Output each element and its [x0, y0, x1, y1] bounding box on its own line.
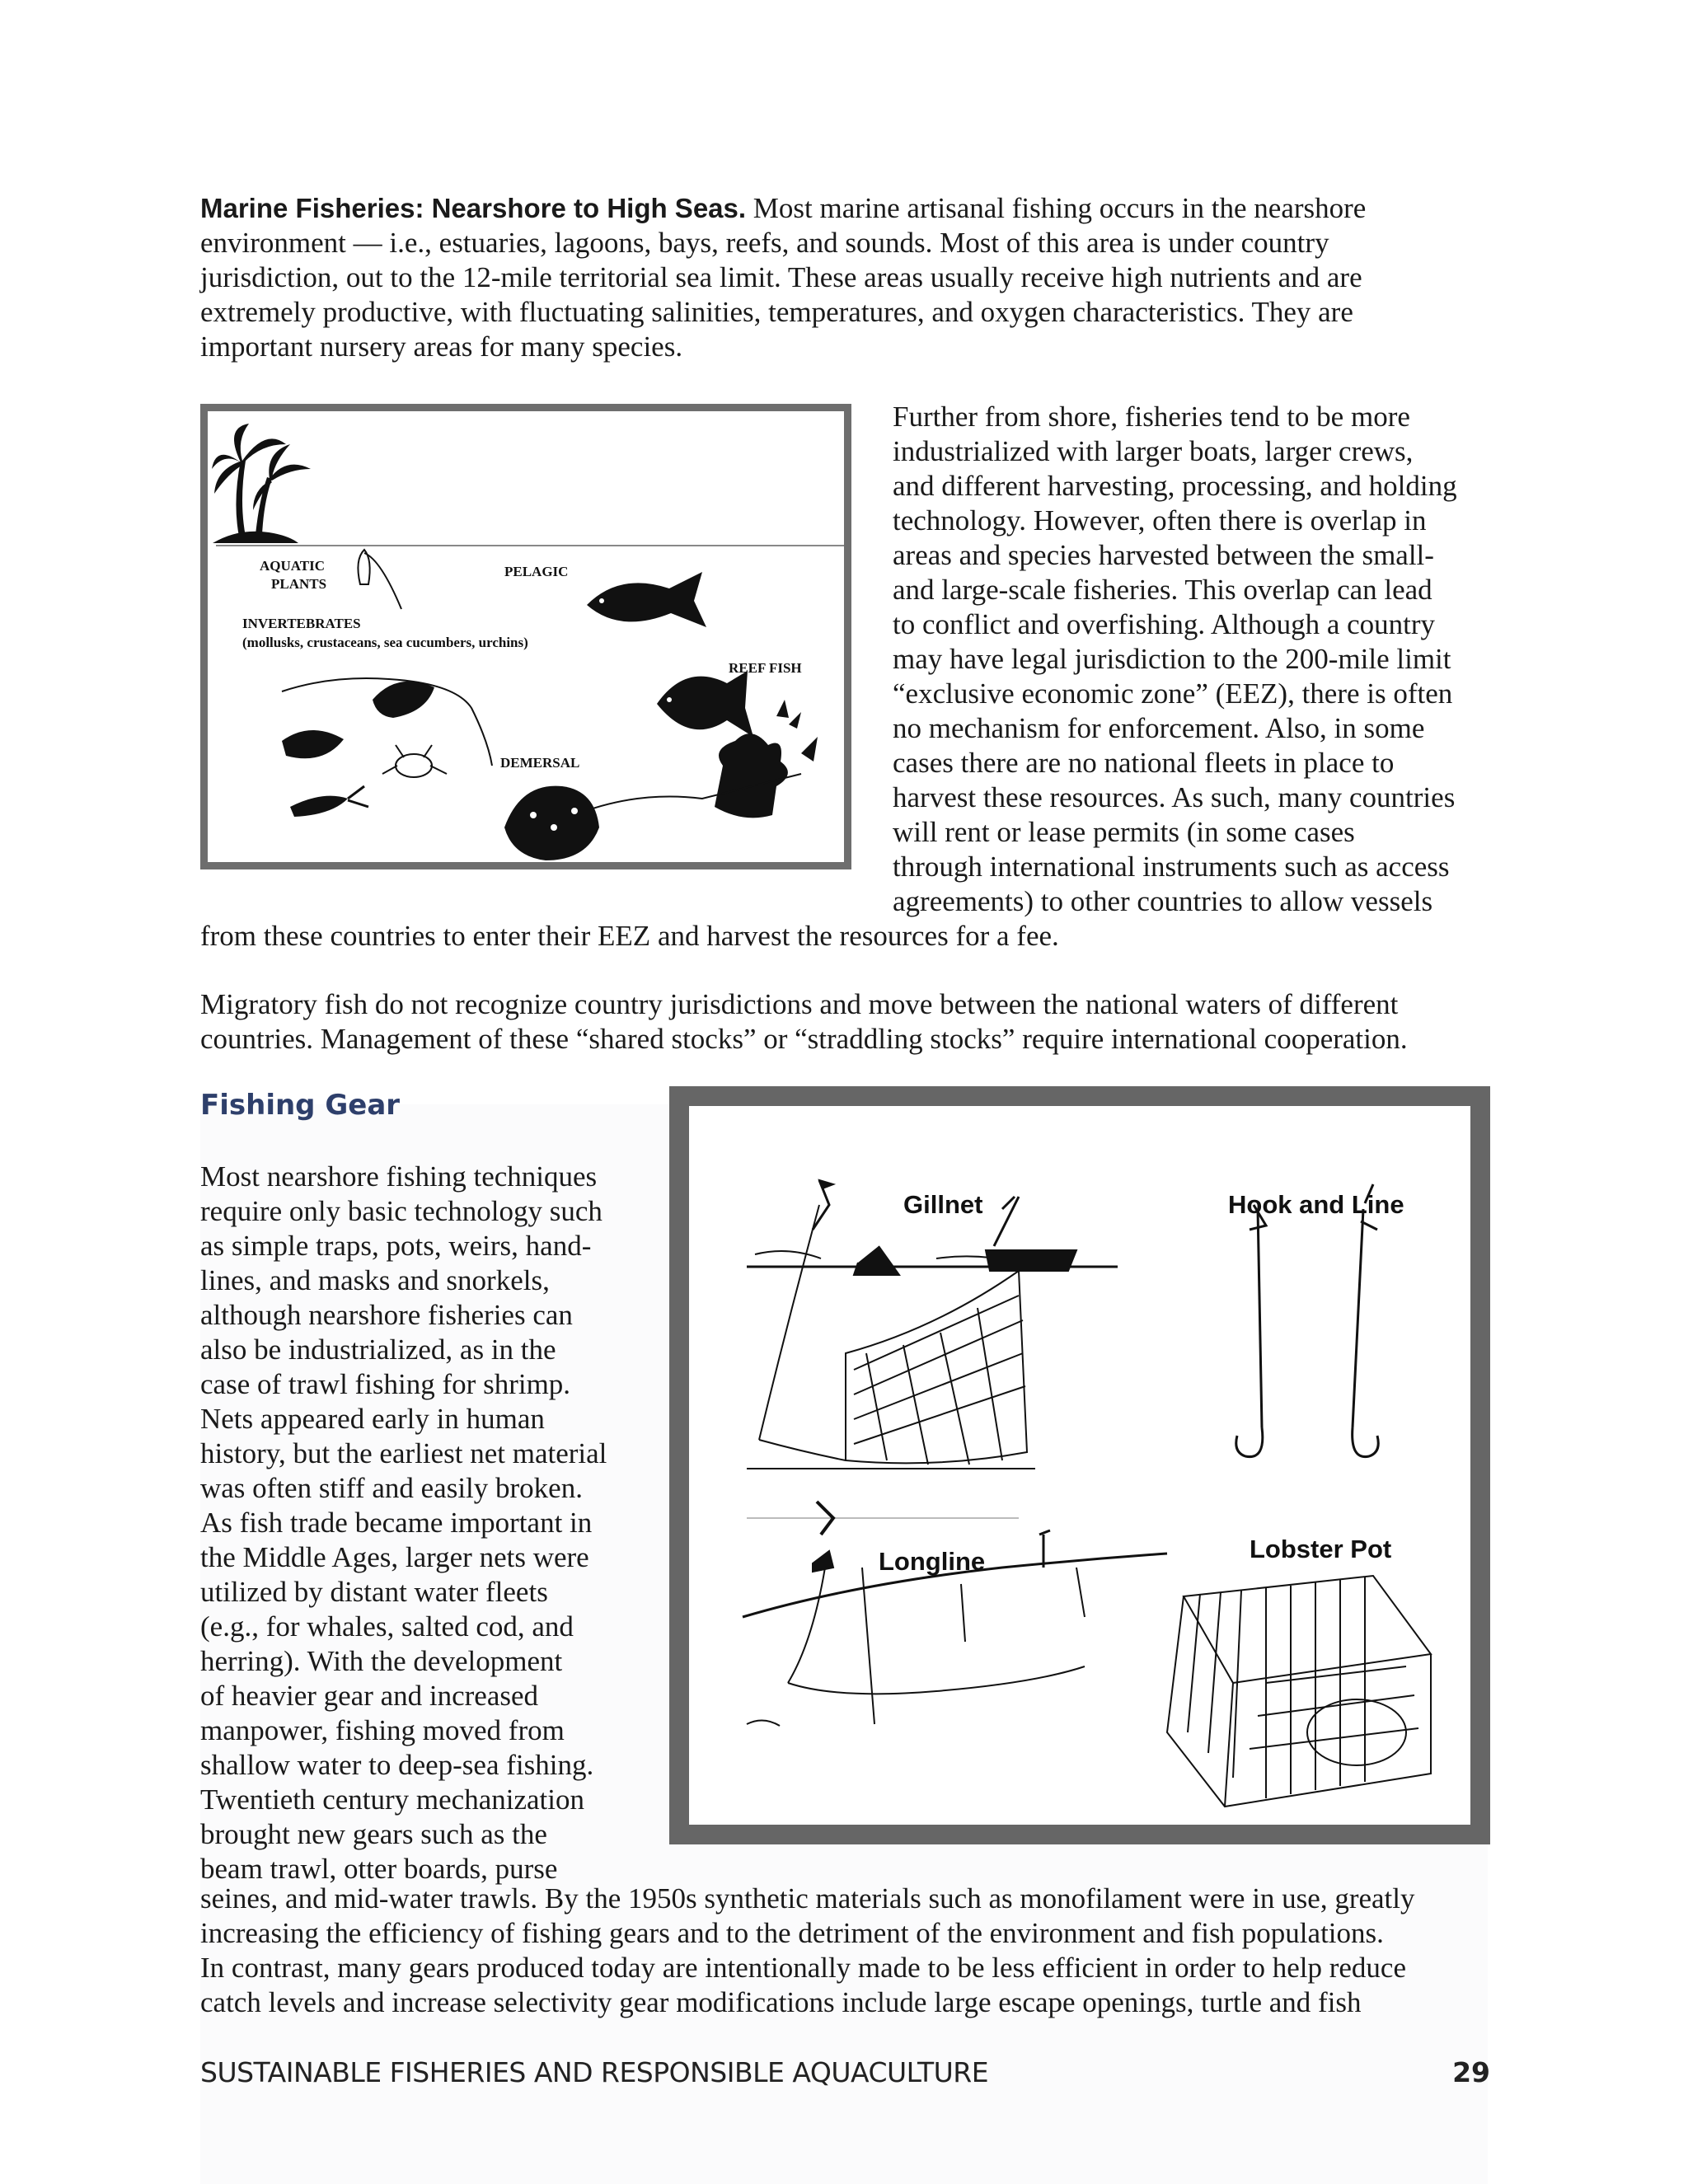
- label-hook-and-line: Hook and Line: [1228, 1190, 1404, 1219]
- text-line: and different harvesting, processing, and holding: [893, 470, 1457, 502]
- text-line: although nearshore fisheries can: [200, 1299, 573, 1331]
- text-line: case of trawl fishing for shrimp.: [200, 1368, 571, 1400]
- demersal-fish-icon: [504, 786, 599, 860]
- text-line: As fish trade became important in: [200, 1507, 593, 1539]
- text-line: manpower, fishing moved from: [200, 1714, 565, 1746]
- label-reef-fish: REEF FISH: [729, 660, 802, 676]
- text-line: through international instruments such as access: [893, 851, 1450, 883]
- text-line: no mechanism for enforcement. Also, in some: [893, 712, 1425, 744]
- text-line: increasing the efficiency of fishing gears and to the detriment of the environment and fish populations.: [200, 1917, 1384, 1949]
- page-number: 29: [1452, 2056, 1490, 2088]
- reef-fish-icon: [657, 671, 753, 737]
- text-line: to conflict and overfishing. Although a country: [893, 608, 1436, 640]
- text-line: countries. Management of these “shared stocks” or “straddling stocks” require international cooperation.: [200, 1023, 1408, 1055]
- label-aquatic: AQUATIC: [260, 558, 326, 574]
- marine-fisheries-title: Marine Fisheries: Nearshore to High Seas.: [200, 193, 747, 223]
- further-from-shore-paragraph: [893, 400, 1457, 919]
- text-line: from these countries to enter their EEZ and harvest the resources for a fee.: [200, 920, 1059, 952]
- label-longline: Longline: [879, 1547, 986, 1576]
- text-line: Further from shore, fisheries tend to be more: [893, 401, 1410, 433]
- longline-illustration: [743, 1502, 1167, 1726]
- text-line: utilized by distant water fleets: [200, 1576, 548, 1608]
- fishing-gear-paragraph: [200, 1160, 607, 1886]
- text-line: as simple traps, pots, weirs, hand-: [200, 1230, 592, 1262]
- lobster-icon: [290, 786, 368, 817]
- text-line: brought new gears such as the: [200, 1818, 547, 1850]
- label-plants: PLANTS: [271, 576, 327, 592]
- text-line: Most marine artisanal fishing occurs in the nearshore: [753, 192, 1367, 224]
- eez-continuation-line: [200, 919, 1059, 954]
- palm-island-icon: [212, 424, 311, 543]
- label-lobster-pot: Lobster Pot: [1250, 1535, 1392, 1563]
- fishing-gear-paragraph-continued: [200, 1882, 1415, 2020]
- text-line: and large-scale fisheries. This overlap can lead: [893, 574, 1432, 606]
- text-line: was often stiff and easily broken.: [200, 1472, 583, 1504]
- crab-icon: [382, 745, 447, 777]
- hook-and-line-illustration: [1236, 1184, 1379, 1457]
- gillnet-illustration: [747, 1180, 1118, 1469]
- text-line: In contrast, many gears produced today are intentionally made to be less efficient in order to help reduce: [200, 1952, 1406, 1984]
- label-invertebrates-detail: (mollusks, crustaceans, sea cucumbers, urchins): [242, 635, 528, 650]
- text-line: “exclusive economic zone” (EEZ), there is often: [893, 677, 1453, 710]
- label-invertebrates: INVERTEBRATES: [242, 616, 361, 631]
- label-demersal: DEMERSAL: [500, 755, 580, 771]
- footer-title: SUSTAINABLE FISHERIES AND RESPONSIBLE AQUACULTURE: [200, 2056, 989, 2088]
- text-line: will rent or lease permits (in some cases: [893, 816, 1355, 848]
- text-line: Migratory fish do not recognize country jurisdictions and move between the national waters of different: [200, 988, 1399, 1020]
- text-line: lines, and masks and snorkels,: [200, 1264, 550, 1296]
- lobster-pot-illustration: [1167, 1576, 1431, 1807]
- text-line: history, but the earliest net material: [200, 1437, 607, 1469]
- label-pelagic: PELAGIC: [504, 564, 569, 579]
- migratory-fish-paragraph: [200, 987, 1408, 1057]
- marine-ecosystem-illustration: [208, 411, 844, 862]
- text-line: (e.g., for whales, salted cod, and: [200, 1610, 574, 1643]
- marine-fisheries-paragraph: [200, 191, 1366, 364]
- text-line: of heavier gear and increased: [200, 1680, 539, 1712]
- text-line: Nets appeared early in human: [200, 1403, 545, 1435]
- text-line: shallow water to deep-sea fishing.: [200, 1749, 594, 1781]
- text-line: beam trawl, otter boards, purse: [200, 1853, 558, 1885]
- text-line: areas and species harvested between the small-: [893, 539, 1434, 571]
- text-line: agreements) to other countries to allow vessels: [893, 885, 1433, 917]
- text-line: technology. However, often there is overlap in: [893, 504, 1427, 537]
- fishing-gear-heading: Fishing Gear: [200, 1089, 401, 1122]
- mollusk-shell-icon: [282, 682, 434, 759]
- text-line: also be industrialized, as in the: [200, 1333, 556, 1366]
- text-line: industrialized with larger boats, larger crews,: [893, 435, 1414, 467]
- text-line: catch levels and increase selectivity gear modifications include large escape openings, turtle and fish: [200, 1986, 1362, 2018]
- text-line: seines, and mid-water trawls. By the 1950s synthetic materials such as monofilament were in use, greatly: [200, 1882, 1415, 1915]
- text-line: cases there are no national fleets in place to: [893, 747, 1395, 779]
- text-line: herring). With the development: [200, 1645, 563, 1677]
- aquatic-plant-icon: [358, 550, 401, 609]
- marine-ecosystem-figure: [200, 404, 851, 869]
- text-line: jurisdiction, out to the 12-mile territorial sea limit. These areas usually receive high nutrients and are: [200, 261, 1362, 293]
- label-gillnet: Gillnet: [903, 1190, 983, 1219]
- text-line: require only basic technology such: [200, 1195, 603, 1227]
- text-line: important nursery areas for many species.: [200, 330, 683, 363]
- text-line: the Middle Ages, larger nets were: [200, 1541, 589, 1573]
- text-line: Most nearshore fishing techniques: [200, 1160, 598, 1193]
- pelagic-fish-icon: [587, 572, 706, 627]
- text-line: may have legal jurisdiction to the 200-mile limit: [893, 643, 1451, 675]
- text-line: environment — i.e., estuaries, lagoons, bays, reefs, and sounds. Most of this area is under country: [200, 227, 1329, 259]
- text-line: extremely productive, with fluctuating salinities, temperatures, and oxygen characteristics. They are: [200, 296, 1353, 328]
- fishing-gear-figure: [669, 1086, 1490, 1844]
- text-line: Twentieth century mechanization: [200, 1783, 584, 1816]
- text-line: harvest these resources. As such, many countries: [893, 781, 1456, 813]
